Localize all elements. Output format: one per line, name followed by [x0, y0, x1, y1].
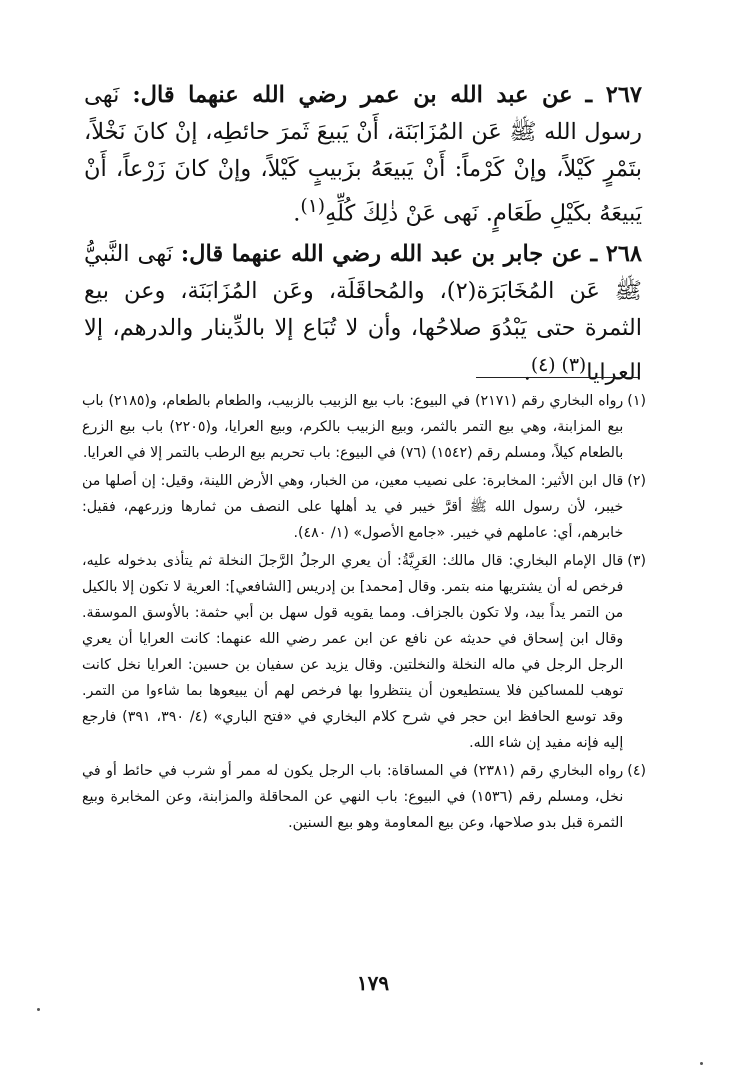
footnote-1 — [82, 388, 646, 466]
footnote-2 — [82, 468, 646, 546]
footnote-text: قال ابن الأثير: المخابرة: على نصيب معين، من الخبار، وهي الأرض اللينة، وقيل: إن أصلها من خيبر، لأن رسول الله ﷺ أقرَّ خيبر في يد أهلها على النصف من ثمارها وزرعهم، فقيل: خابرهم، أي: عاملهم في خيبر. «جامع الأصول» (١/ ٤٨٠). — [82, 473, 624, 541]
hadith-narrator-intro: عن جابر بن عبد الله رضي الله عنهما قال: — [180, 241, 583, 267]
hadith-number: ٢٦٧ ـ — [585, 82, 642, 108]
footnote-number: (٤) — [627, 763, 646, 779]
hadith-end-mark: . — [523, 359, 531, 386]
footnotes-section — [82, 388, 646, 838]
footnote-text: قال الإمام البخاري: قال مالك: العَرِيَّةُ: أن يعري الرجلُ الرَّجلَ النخلة ثم يتأذى بدخوله عليه، فرخص له أن يشتريها منه بتمر. وقال [محمد] بن إدريس [الشافعي]: العرية لا تكون إلا بالكيل من التمر يداً بيد، ولا تكون بالجزاف. ومما يقويه قول سهل بن أبي حثمة: بالأوسق الموسقة. وقال ابن إسحاق في حديثه عن نافع عن ابن عمر رضي الله عنهما: كانت العرايا أن يعري الرجل الرجل في ماله النخلة والنخلتين. وقال يزيد عن سفيان بن حسين: العرايا نخل كانت توهب للمساكين فلا يستطيعون أن ينتظروا بها فرخص لهم أن يبيعوها بما شاءوا من التمر. وقد توسع الحافظ ابن حجر في شرح كلام البخاري في «فتح الباري» (٤/ ٣٩٠، ٣٩١) فارجع إليه فإنه مفيد إن شاء الله. — [82, 553, 624, 751]
scan-speck — [700, 1062, 703, 1065]
hadith-text: نَهى النَّبيُّ ﷺ عَن المُخَابَرَة(٢)، والمُحاقَلَة، وعَن المُزَابَنَة، وعن بيع الثمرة حتى يَبْدُوَ صلاحُها، وأن لا تُبَاع إلا بالدِّينار والدرهم، إلا العرايا — [84, 241, 642, 386]
footnote-divider — [476, 377, 638, 378]
footnote-reference: (١) — [300, 196, 326, 217]
hadith-number: ٢٦٨ ـ — [590, 241, 643, 267]
hadith-text: نَهى رسول الله ﷺ عَن المُزَابَنَة، أَنْ يَبيعَ ثَمرَ حائطِه، إنْ كانَ نَخْلاً، بتَمْرٍ كَيْلاً، وإنْ كَرْماً: أَنْ يَبيعَهُ بزَبيبٍ كَيْلاً، وإنْ كانَ زَرْعاً، أَنْ يَبيعَهُ بكَيْلِ طَعَامٍ. نَهى عَنْ ذٰلِكَ كُلِّهِ — [84, 82, 642, 227]
footnote-text: رواه البخاري رقم (٢١٧١) في البيوع: باب بيع الزبيب بالزبيب، والطعام بالطعام، و(٢١٨٥) باب بيع المزابنة، وهي بيع التمر بالثمر، وبيع الزبيب بالكرم، وبيع العرايا، و(٢٢٠٥) باب بيع الزرع بالطعام كيلاً، ومسلم رقم (١٥٤٢) (٧٦) في البيوع: باب تحريم بيع الرطب بالتمر إلا في العرايا. — [82, 393, 624, 461]
footnote-4 — [82, 758, 646, 836]
footnote-3 — [82, 548, 646, 756]
hadith-268 — [84, 236, 642, 392]
footnote-number: (٣) — [627, 553, 646, 569]
hadith-end-mark: . — [293, 200, 301, 227]
footnote-number: (١) — [627, 393, 646, 409]
scan-speck — [37, 1008, 40, 1011]
hadith-267 — [84, 77, 642, 233]
page-number: ١٧٩ — [356, 971, 390, 995]
footnote-number: (٢) — [627, 473, 646, 489]
footnote-text: رواه البخاري رقم (٢٣٨١) في المساقاة: باب الرجل يكون له ممر أو شرب في حائط أو في نخل، ومسلم رقم (١٥٣٦) في البيوع: باب النهي عن المحاقلة والمزابنة، وعن المخابرة وبيع الثمرة قبل بدو صلاحها، وعن بيع المعاومة وهو بيع السنين. — [82, 763, 624, 831]
footnote-reference: (٣) (٤) — [530, 355, 587, 376]
hadith-narrator-intro: عن عبد الله بن عمر رضي الله عنهما قال: — [132, 82, 573, 108]
